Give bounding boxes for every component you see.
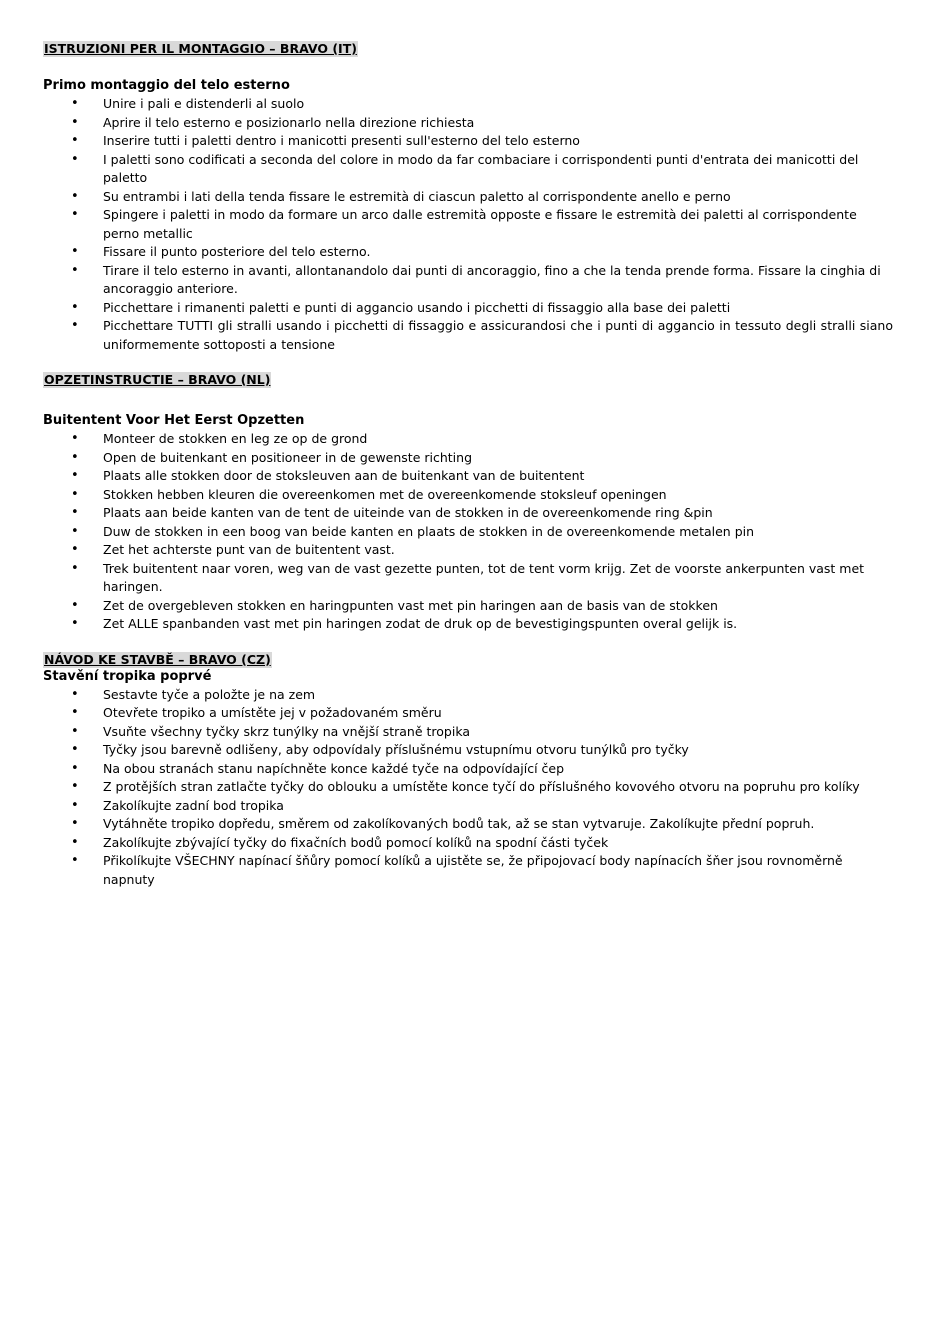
list-item: • Picchettare TUTTI gli stralli usando i picchetti di fissaggio e assicurandosi che i punti di aggancio in tessuto degli stralli siano uniformemente sottoposti a tensione xyxy=(43,317,893,354)
list-item: • Trek buitentent naar voren, weg van de vast gezette punten, tot de tent vorm krijg. Zet de voorste ankerpunten vast met haringen. xyxy=(43,560,893,597)
list-item: • Zakolíkujte zbývající tyčky do fixačních bodů pomocí kolíků na spodní části tyček xyxy=(43,834,893,853)
list-item: • Spingere i paletti in modo da formare un arco dalle estremità opposte e fissare le estremità dei paletti al corrispondente perno metallic xyxy=(43,206,893,243)
list-item: • Aprire il telo esterno e posizionarlo nella direzione richiesta xyxy=(43,114,893,133)
list-item: • I paletti sono codificati a seconda del colore in modo da far combaciare i corrispondenti punti d'entrata dei manicotti del paletto xyxy=(43,151,893,188)
section-cz xyxy=(43,649,893,890)
list-item: • Plaats aan beide kanten van de tent de uiteinde van de stokken in de overeenkomende ring &pin xyxy=(43,504,893,523)
list-item: • Fissare il punto posteriore del telo esterno. xyxy=(43,243,893,262)
list-item: • Tyčky jsou barevně odlišeny, aby odpovídaly příslušnému vstupnímu otvoru tunýlků pro tyčky xyxy=(43,741,893,760)
subtitle-nl: Buitentent Voor Het Eerst Opzetten xyxy=(43,413,305,428)
list-item: • Přikolíkujte VŠECHNY napínací šňůry pomocí kolíků a ujistěte se, že připojovací body napínacích šňer jsou rovnoměrně napnuty xyxy=(43,852,893,889)
list-item: • Tirare il telo esterno in avanti, allontanandolo dai punti di ancoraggio, fino a che la tenda prende forma. Fissare la cinghia di ancoraggio anteriore. xyxy=(43,262,893,299)
list-item: • Picchettare i rimanenti paletti e punti di aggancio usando i picchetti di fissaggio alla base dei paletti xyxy=(43,299,893,318)
section-nl xyxy=(43,369,893,634)
section-title-it: ISTRUZIONI PER IL MONTAGGIO – BRAVO (IT) xyxy=(44,41,357,56)
list-item: • Inserire tutti i paletti dentro i manicotti presenti sull'esterno del telo esterno xyxy=(43,132,893,151)
list-item: • Unire i pali e distenderli al suolo xyxy=(43,95,893,114)
list-item: • Zet de overgebleven stokken en haringpunten vast met pin haringen aan de basis van de stokken xyxy=(43,597,893,616)
section-title-cz: NÁVOD KE STAVBĚ – BRAVO (CZ) xyxy=(44,651,271,667)
list-item: • Vytáhněte tropiko dopředu, směrem od zakolíkovaných bodů tak, až se stan vytvaruje. Zakolíkujte přední popruh. xyxy=(43,815,893,834)
document-page xyxy=(43,38,893,889)
list-item: • Na obou stranách stanu napíchněte konce každé tyče na odpovídající čep xyxy=(43,760,893,779)
section-it xyxy=(43,38,893,354)
list-item: • Sestavte tyče a položte je na zem xyxy=(43,686,893,705)
subtitle-cz: Stavění tropika poprvé xyxy=(43,668,212,684)
list-item: • Open de buitenkant en positioneer in de gewenste richting xyxy=(43,449,893,468)
list-item: • Plaats alle stokken door de stoksleuven aan de buitenkant van de buitentent xyxy=(43,467,893,486)
list-item: • Z protějších stran zatlačte tyčky do oblouku a umístěte konce tyčí do příslušného kovového otvoru na popruhu pro kolíky xyxy=(43,778,893,797)
list-item: • Duw de stokken in een boog van beide kanten en plaats de stokken in de overeenkomende metalen pin xyxy=(43,523,893,542)
instruction-list-cz xyxy=(43,686,893,890)
list-item: • Zet ALLE spanbanden vast met pin haringen zodat de druk op de bevestigingspunten overal gelijk is. xyxy=(43,615,893,634)
instruction-list-nl xyxy=(43,430,893,634)
list-item: • Su entrambi i lati della tenda fissare le estremità di ciascun paletto al corrispondente anello e perno xyxy=(43,188,893,207)
section-title-nl: OPZETINSTRUCTIE – BRAVO (NL) xyxy=(44,372,271,387)
list-item: • Vsuňte všechny tyčky skrz tunýlky na vnější straně tropika xyxy=(43,723,893,742)
list-item: • Zet het achterste punt van de buitentent vast. xyxy=(43,541,893,560)
instruction-list-it xyxy=(43,95,893,354)
subtitle-it: Primo montaggio del telo esterno xyxy=(43,78,290,93)
list-item: • Otevřete tropiko a umístěte jej v požadovaném směru xyxy=(43,704,893,723)
list-item: • Stokken hebben kleuren die overeenkomen met de overeenkomende stoksleuf openingen xyxy=(43,486,893,505)
list-item: • Monteer de stokken en leg ze op de grond xyxy=(43,430,893,449)
list-item: • Zakolíkujte zadní bod tropika xyxy=(43,797,893,816)
